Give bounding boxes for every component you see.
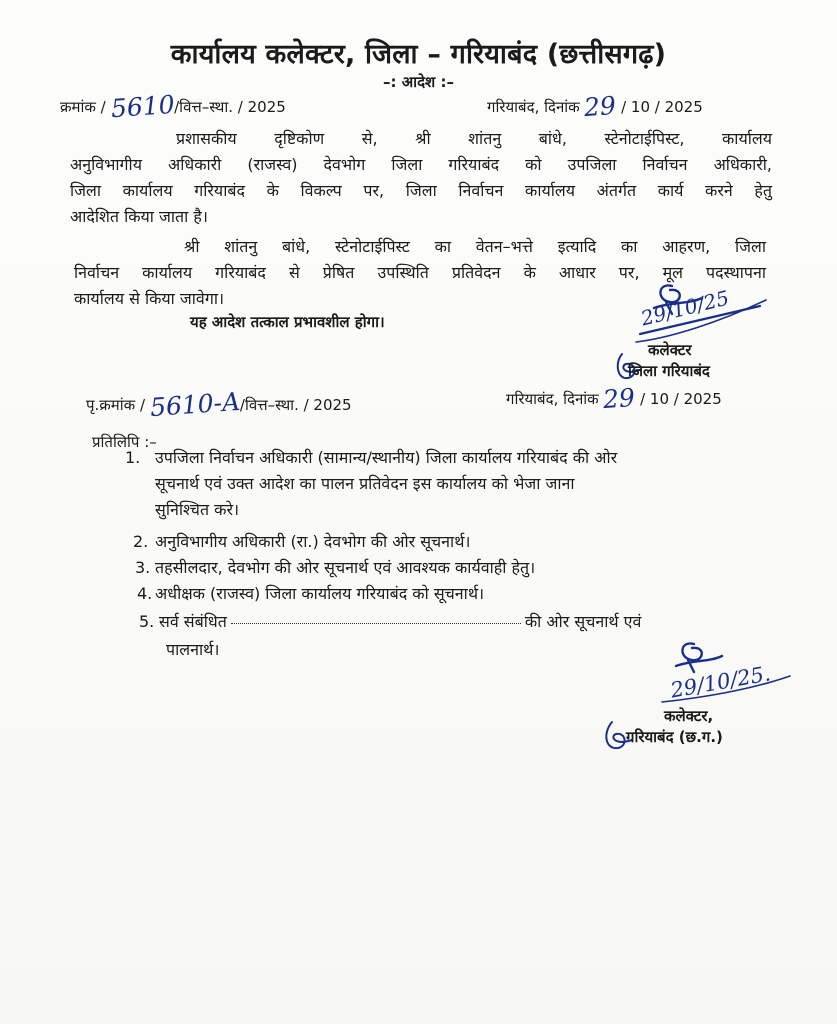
para1-line: जिला कार्यालय गरियाबंद के विकल्प पर, जिला निर्वाचन कार्यालय अंतर्गत कार्य करने हेतु	[70, 181, 772, 200]
para1-line: प्रशासकीय दृष्टिकोण से, श्री शांतनु बांधे, स्टेनोटाईपिस्ट, कार्यालय	[176, 129, 772, 148]
signature1-date	[638, 285, 732, 331]
handwritten-endorsement-day: 29	[602, 382, 637, 415]
copy-item-text: उपजिला निर्वाचन अधिकारी (सामान्य/स्थानीय) जिला कार्यालय गरियाबंद की ओर	[155, 448, 618, 467]
handwritten-signature2-date: 29/10/25.	[668, 661, 773, 703]
para1-line: आदेशित किया जाता है।	[70, 207, 208, 226]
order-paragraph-1	[70, 126, 772, 230]
order-date-line	[487, 92, 703, 121]
endorsement-number-line	[86, 386, 352, 423]
signature2-date	[668, 661, 773, 703]
copy-item-start: सर्व संबंधित	[159, 612, 227, 631]
order-number-suffix: /वित्त–स्था. / 2025	[174, 98, 286, 116]
handwritten-signature1-date: 29/10/25	[638, 285, 732, 331]
copy-item-text: अधीक्षक (राजस्व) जिला कार्यालय गरियाबंद को सूचनार्थ।	[155, 584, 485, 603]
signature1-designation: कलेक्टर	[648, 341, 692, 359]
copy-to-item	[125, 446, 617, 468]
copy-to-item	[139, 610, 641, 632]
handwritten-order-day: 29	[583, 90, 618, 123]
copy-to-item	[135, 556, 535, 578]
signature1-district: जिला गरियाबंद	[628, 362, 710, 380]
copy-item-text: सुनिश्चित करे।	[155, 500, 240, 519]
order-heading: –: आदेश :–	[383, 73, 454, 91]
para2-line: श्री शांतनु बांधे, स्टेनोटाईपिस्ट का वेतन–भत्ते इत्यादि का आहरण, जिला	[184, 237, 766, 256]
para2-line: निर्वाचन कार्यालय गरियाबंद से प्रेषित उपस्थिति प्रतिवेदन के आधार पर, मूल पदस्थापना	[74, 263, 766, 282]
copy-item-text: अनुविभागीय अधिकारी (रा.) देवभोग की ओर सूचनार्थ।	[155, 532, 471, 551]
copy-to-item	[137, 582, 484, 604]
endorsement-number-suffix: /वित्त–स्था. / 2025	[239, 396, 352, 414]
copy-to-heading: प्रतिलिपि :–	[92, 433, 157, 451]
copy-item-number: 3.	[135, 558, 151, 577]
endorsement-number-prefix: पृ.क्रमांक /	[86, 396, 146, 414]
copy-item-5-continuation: पालनार्थ।	[166, 640, 220, 659]
copy-item-number: 4.	[137, 584, 153, 603]
handwritten-order-number: 5610	[109, 89, 176, 124]
effective-immediately-line: यह आदेश तत्काल प्रभावशील होगा।	[190, 313, 385, 331]
order-number-line	[60, 89, 286, 124]
handwritten-endorsement-number: 5610-A	[148, 386, 241, 423]
copy-item-end: की ओर सूचनार्थ एवं	[524, 612, 642, 631]
copy-item-text: तहसीलदार, देवभोग की ओर सूचनार्थ एवं आवश्यक कार्यवाही हेतु।	[155, 558, 536, 577]
copy-item-text: सूचनार्थ एवं उक्त आदेश का पालन प्रतिवेदन इस कार्यालय को भेजा जाना	[155, 474, 575, 493]
copy-item-number: 1.	[125, 448, 141, 467]
order-place-date-prefix: गरियाबंद, दिनांक	[487, 98, 580, 116]
para1-line: अनुविभागीय अधिकारी (राजस्व) देवभोग जिला गरियाबंद को उपजिला निर्वाचन अधिकारी,	[70, 155, 772, 174]
signature2-district: गरियाबंद (छ.ग.)	[626, 728, 723, 746]
copy-item-number: 5.	[139, 612, 155, 631]
blank-dotted-line	[231, 623, 521, 624]
signature2-designation: कलेक्टर,	[664, 707, 714, 725]
endorsement-date-line	[506, 384, 722, 413]
order-number-prefix: क्रमांक /	[60, 98, 106, 116]
office-title: कार्यालय कलेक्टर, जिला – गरियाबंद (छत्तीसगढ़)	[170, 39, 667, 70]
para2-line: कार्यालय से किया जावेगा।	[74, 289, 225, 308]
endorsement-place-date-prefix: गरियाबंद, दिनांक	[506, 390, 599, 408]
copy-to-item-continuation	[155, 498, 239, 520]
copy-item-number: 2.	[133, 532, 149, 551]
copy-to-item	[133, 530, 471, 552]
endorsement-month-year: / 10 / 2025	[640, 390, 722, 408]
order-month-year: / 10 / 2025	[621, 98, 703, 116]
copy-to-item-continuation	[155, 472, 575, 494]
